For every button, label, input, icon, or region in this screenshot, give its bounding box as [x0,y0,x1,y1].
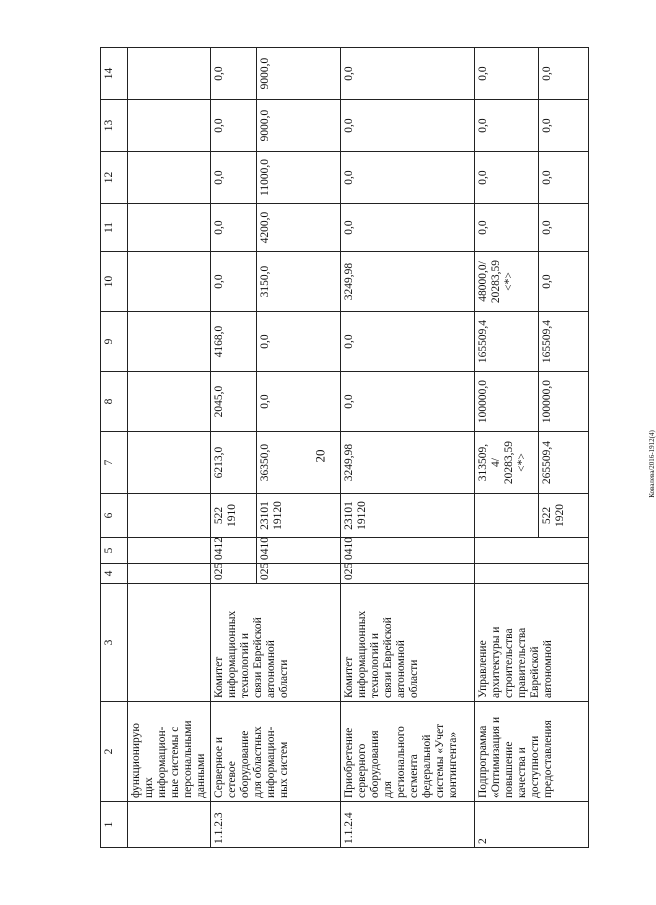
cell: 48000,0/ 20283,59 <*> [475,252,539,312]
table-row [211,48,257,848]
cell: 0,0 [211,152,257,204]
cell: 36350,0 [257,432,341,494]
rotated-table-container [100,48,586,848]
cell: 313509, 4/ 20283,59 <*> [475,432,539,494]
cell: 0,0 [341,152,475,204]
cell: 0,0 [211,100,257,152]
cell: 0,0 [539,204,589,252]
table-row [341,48,475,848]
cell: 165509,4 [475,312,539,372]
cell: 0,0 [475,100,539,152]
cell: 4200,0 [257,204,341,252]
header-cell: 7 [101,432,128,494]
cell [128,432,211,494]
header-cell: 14 [101,48,128,100]
page-number: 20 [312,449,327,463]
item-name: Подпрограмма «Оптимизация и повышение качества и доступности предоставления [475,702,589,802]
cell: 265509,4 [539,432,589,494]
item-name: функционирую щих информацион- ные системы с персональными данными [128,702,211,802]
cell [128,372,211,432]
cell: 0,0 [341,204,475,252]
cell: 2045,0 [211,372,257,432]
cell: 165509,4 [539,312,589,372]
cell: 0,0 [257,312,341,372]
row-number: 1.1.2.3 [211,802,341,848]
cell: 0,0 [475,204,539,252]
executor: Управление архитектуры и строительства правительства Еврейской автономной [475,584,589,702]
cell [475,494,539,538]
cell: 3249,98 [341,432,475,494]
cell: 100000,0 [475,372,539,432]
item-name: Приобретение серверного оборудования для регионального сегмента федеральной системы «Учет контингента» [341,702,475,802]
cell: 100000,0 [539,372,589,432]
header-cell: 10 [101,252,128,312]
header-cell: 9 [101,312,128,372]
table-row [128,48,211,848]
header-cell: 8 [101,372,128,432]
cell: 0,0 [475,48,539,100]
cell: 3150,0 [257,252,341,312]
document-id: Ковалева/2016-1912(4) [648,430,656,498]
cell: 0412 [211,538,257,564]
cell: 0410 [341,538,475,564]
cell [475,538,589,564]
executor: Комитет информационных технологий и связи Еврейской автономной области [211,584,341,702]
cell: 0,0 [341,100,475,152]
table-row [475,48,539,848]
cell [128,312,211,372]
header-cell: 12 [101,152,128,204]
cell: 0410 [257,538,341,564]
cell [128,564,211,584]
header-cell: 4 [101,564,128,584]
cell: 522 1920 [539,494,589,538]
cell: 0,0 [475,152,539,204]
cell: 0,0 [539,48,589,100]
cell [128,204,211,252]
header-cell: 5 [101,538,128,564]
cell [475,564,589,584]
item-name: Серверное и сетевое оборудование для областных информацион- ных систем [211,702,341,802]
cell [128,252,211,312]
cell: 0,0 [341,48,475,100]
cell [128,48,211,100]
cell: 0,0 [539,152,589,204]
cell: 11000,0 [257,152,341,204]
cell: 23101 19120 [341,494,475,538]
cell: 23101 19120 [257,494,341,538]
header-cell: 6 [101,494,128,538]
header-cell: 13 [101,100,128,152]
header-cell: 3 [101,584,128,702]
cell: 3249,98 [341,252,475,312]
cell: 0,0 [341,372,475,432]
cell: 522 1910 [211,494,257,538]
row-number [128,802,211,848]
cell: 0,0 [539,252,589,312]
cell: 4168,0 [211,312,257,372]
cell: 0,0 [539,100,589,152]
cell: 0,0 [211,252,257,312]
cell [128,538,211,564]
cell: 025 [257,564,341,584]
cell: 0,0 [211,204,257,252]
executor [128,584,211,702]
cell [128,494,211,538]
cell: 0,0 [341,312,475,372]
row-number: 1.1.2.4 [341,802,475,848]
header-cell: 1 [101,802,128,848]
cell: 9000,0 [257,48,341,100]
cell: 6213,0 [211,432,257,494]
cell [128,152,211,204]
cell: 9000,0 [257,100,341,152]
header-cell: 2 [101,702,128,802]
cell: 0,0 [257,372,341,432]
cell [128,100,211,152]
header-cell: 11 [101,204,128,252]
executor: Комитет информационных технологий и связи Еврейской автономной области [341,584,475,702]
cell: 025 [341,564,475,584]
row-number: 2 [475,802,589,848]
header-row [101,48,128,848]
cell: 0,0 [211,48,257,100]
budget-table [100,47,589,848]
cell: 025 [211,564,257,584]
